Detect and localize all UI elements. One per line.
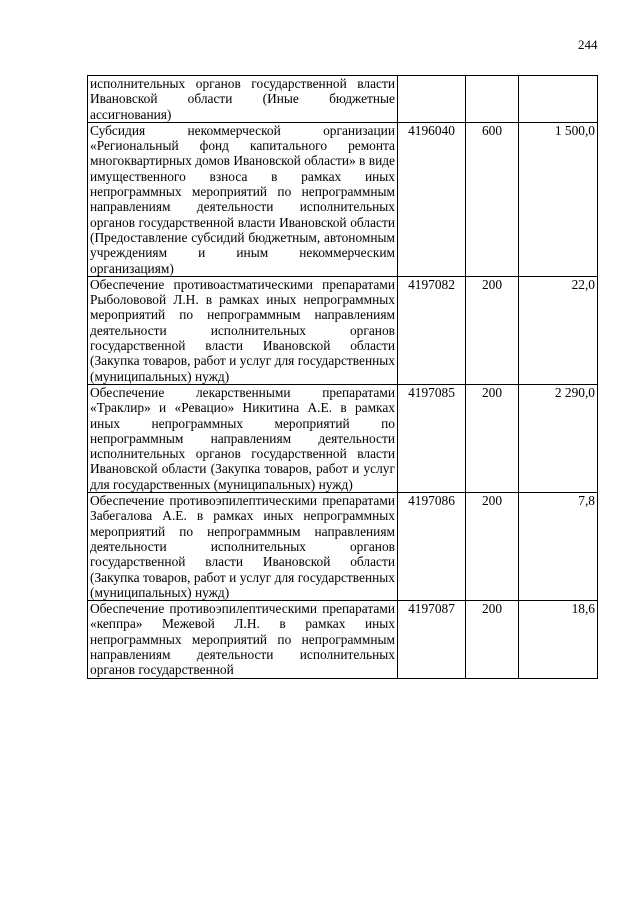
table-row <box>88 76 598 123</box>
row-target-code: 4197082 <box>398 276 466 384</box>
row-target-code: 4197085 <box>398 384 466 492</box>
budget-table <box>87 75 598 679</box>
row-expense-type: 200 <box>466 276 519 384</box>
row-amount: 7,8 <box>519 493 598 601</box>
row-amount: 1 500,0 <box>519 122 598 276</box>
table-row <box>88 276 598 384</box>
row-target-code <box>398 76 466 123</box>
row-expense-type: 600 <box>466 122 519 276</box>
row-amount: 2 290,0 <box>519 384 598 492</box>
row-description: Обеспечение противоэпилептическими препаратами Забегалова А.Е. в рамках иных непрограммных мероприятий по непрограммным направлениям деятельности исполнительных органов государственной власти Ивановской области (Закупка товаров, работ и услуг для государственных (муниципальных) нужд) <box>88 493 398 601</box>
row-expense-type <box>466 76 519 123</box>
row-description: Обеспечение лекарственными препаратами «Траклир» и «Ревацио» Никитина А.Е. в рамках иных непрограммных мероприятий по непрограммным направлениям деятельности исполнительных органов государственной власти Ивановской области (Закупка товаров, работ и услуг для государственных (муниципальных) нужд) <box>88 384 398 492</box>
row-description: Субсидия некоммерческой организации «Региональный фонд капитального ремонта многоквартирных домов Ивановской области» в виде имущественного взноса в рамках иных непрограммных мероприятий по непрограммным направлениям деятельности исполнительных органов государственной власти Ивановской области (Предоставление субсидий бюджетным, автономным учреждениям и иным некоммерческим организациям) <box>88 122 398 276</box>
row-description: исполнительных органов государственной власти Ивановской области (Иные бюджетные ассигнования) <box>88 76 398 123</box>
table-row <box>88 493 598 601</box>
row-amount: 18,6 <box>519 601 598 678</box>
row-target-code: 4197086 <box>398 493 466 601</box>
row-amount <box>519 76 598 123</box>
row-amount: 22,0 <box>519 276 598 384</box>
row-expense-type: 200 <box>466 601 519 678</box>
row-expense-type: 200 <box>466 384 519 492</box>
table-row <box>88 122 598 276</box>
table-row <box>88 601 598 678</box>
row-description: Обеспечение противоэпилептическими препаратами «кеппра» Межевой Л.Н. в рамках иных непрограммных мероприятий по непрограммным направлениям деятельности исполнительных органов государственной <box>88 601 398 678</box>
row-target-code: 4196040 <box>398 122 466 276</box>
row-expense-type: 200 <box>466 493 519 601</box>
table-row <box>88 384 598 492</box>
row-description: Обеспечение противоастматическими препаратами Рыболововой Л.Н. в рамках иных непрограммных мероприятий по непрограммным направлениям деятельности исполнительных органов государственной власти Ивановской области (Закупка товаров, работ и услуг для государственных (муниципальных) нужд) <box>88 276 398 384</box>
row-target-code: 4197087 <box>398 601 466 678</box>
page-number: 244 <box>578 37 598 52</box>
